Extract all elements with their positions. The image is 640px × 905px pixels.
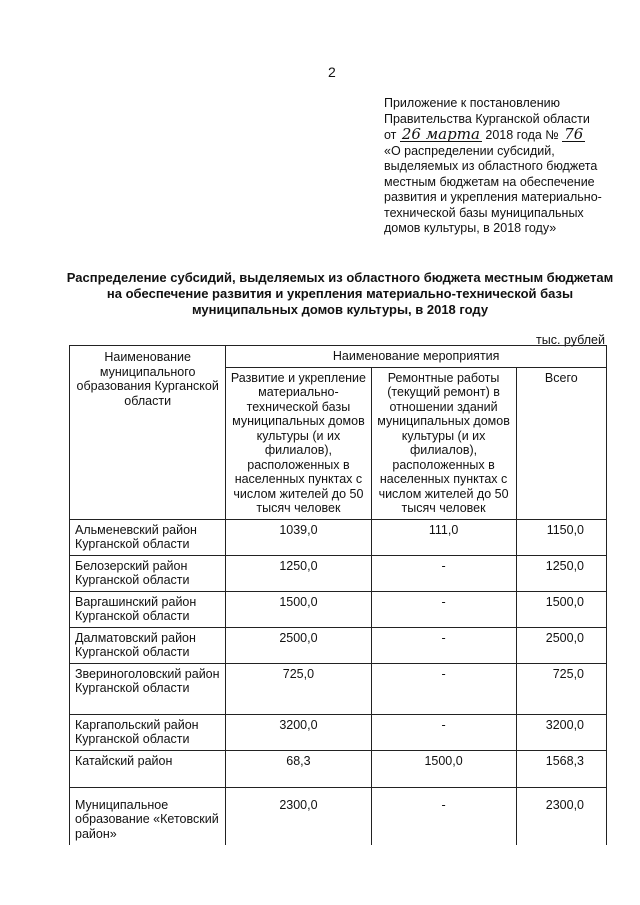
row-total: 725,0: [516, 663, 606, 714]
table-row: [70, 555, 607, 591]
from-label: от: [384, 128, 397, 142]
row-name: Белозерский район Курганской области: [70, 555, 226, 591]
row-development: 3200,0: [226, 714, 371, 750]
appendix-line-1: Приложение к постановлению: [384, 96, 560, 110]
appendix-header: [384, 96, 604, 237]
header-development: Развитие и укрепление материально-технической базы муниципальных домов культуры (и их филиалов), расположенных в населенных пунктах с числом жителей до 50 тысяч человек: [226, 367, 371, 519]
year-text: 2018 года №: [485, 128, 559, 142]
row-development: 2500,0: [226, 627, 371, 663]
row-repair: 1500,0: [371, 750, 516, 787]
row-total: 1500,0: [516, 591, 606, 627]
table-row: [70, 750, 607, 787]
row-total: 1150,0: [516, 519, 606, 555]
header-repair: Ремонтные работы (текущий ремонт) в отношении зданий муниципальных домов культуры (и их филиалов), расположенных в населенных пунктах с числом жителей до 50 тысяч человек: [371, 367, 516, 519]
table-row: [70, 714, 607, 750]
row-total: 1568,3: [516, 750, 606, 787]
decree-title: «О распределении субсидий, выделяемых из областного бюджета местным бюджетам на обеспечение развития и укрепления материально-технической базы муниципальных домов культуры, в 2018 году»: [384, 143, 602, 235]
row-repair: 111,0: [371, 519, 516, 555]
row-name: Звериноголовский район Курганской области: [70, 663, 226, 714]
table-row: [70, 787, 607, 845]
row-repair: -: [371, 787, 516, 845]
table-row: [70, 663, 607, 714]
header-measures: Наименование мероприятия: [226, 346, 607, 368]
row-total: 2300,0: [516, 787, 606, 845]
row-name: Каргапольский район Курганской области: [70, 714, 226, 750]
row-repair: -: [371, 663, 516, 714]
row-repair: -: [371, 714, 516, 750]
row-name: Муниципальное образование «Кетовский район»: [70, 787, 226, 845]
row-name: Катайский район: [70, 750, 226, 787]
appendix-line-2: Правительства Курганской области: [384, 111, 590, 126]
row-name: Альменевский район Курганской области: [70, 519, 226, 555]
row-repair: -: [371, 555, 516, 591]
header-total: Всего: [516, 367, 606, 519]
handwritten-date: 26 марта: [401, 125, 480, 143]
row-development: 1500,0: [226, 591, 371, 627]
row-development: 1039,0: [226, 519, 371, 555]
row-development: 68,3: [226, 750, 371, 787]
document-heading: Распределение субсидий, выделяемых из областного бюджета местным бюджетам на обеспечение развития и укрепления материально-технической базы муниципальных домов культуры, в 2018 году: [66, 270, 614, 317]
units-label: тыс. рублей: [536, 333, 605, 347]
table-row: [70, 591, 607, 627]
header-municipality: Наименование муниципального образования Курганской области: [70, 346, 226, 520]
handwritten-number: 76: [564, 125, 584, 143]
table-row: [70, 519, 607, 555]
row-name: Варгашинский район Курганской области: [70, 591, 226, 627]
row-total: 2500,0: [516, 627, 606, 663]
page-number: 2: [328, 64, 336, 80]
row-name: Далматовский район Курганской области: [70, 627, 226, 663]
row-repair: -: [371, 591, 516, 627]
table-row: [70, 627, 607, 663]
row-total: 1250,0: [516, 555, 606, 591]
row-development: 725,0: [226, 663, 371, 714]
row-development: 1250,0: [226, 555, 371, 591]
appendix-date-line: [384, 127, 604, 144]
row-total: 3200,0: [516, 714, 606, 750]
subsidy-table: [69, 345, 607, 845]
row-repair: -: [371, 627, 516, 663]
row-development: 2300,0: [226, 787, 371, 845]
